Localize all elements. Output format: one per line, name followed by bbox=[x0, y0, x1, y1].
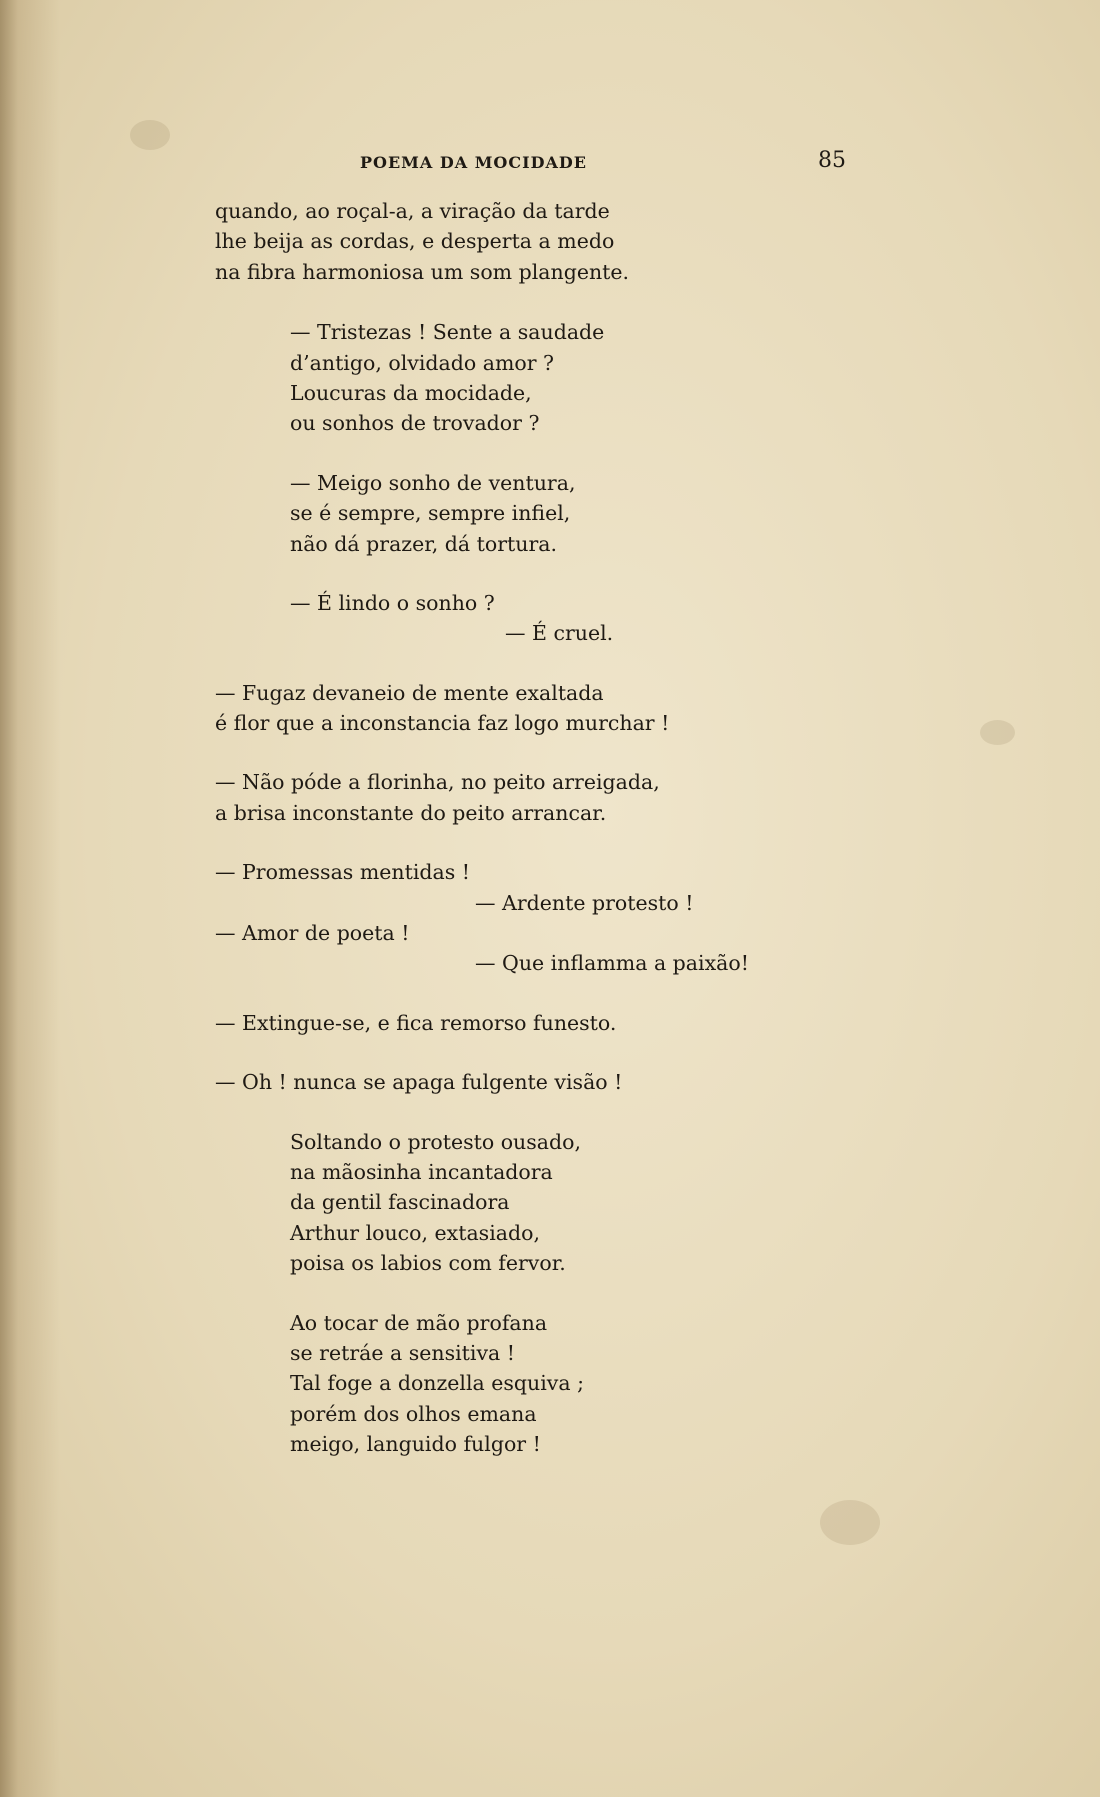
running-title: POEMA DA MOCIDADE bbox=[360, 153, 587, 172]
stanza-break bbox=[0, 439, 1100, 468]
verse-line: Soltando o protesto ousado, bbox=[290, 1129, 581, 1154]
verse-line: meigo, languido fulgor ! bbox=[290, 1432, 541, 1457]
verse-line: — Amor de poeta ! bbox=[215, 921, 410, 946]
verse-line: — Que inflamma a paixão! bbox=[475, 951, 749, 976]
stanza bbox=[0, 767, 1100, 828]
stanza-break bbox=[0, 738, 1100, 767]
verse-line: — Tristezas ! Sente a saudade bbox=[290, 320, 605, 345]
poem-text bbox=[0, 196, 1100, 1460]
verse-line: — Fugaz devaneio de mente exaltada bbox=[215, 680, 604, 705]
stanza bbox=[0, 1308, 1100, 1460]
stanza-break bbox=[0, 1279, 1100, 1308]
verse-line: — Ardente protesto ! bbox=[475, 890, 694, 915]
stanza bbox=[0, 1127, 1100, 1279]
stanza-break bbox=[0, 649, 1100, 678]
stanza-break bbox=[0, 287, 1100, 317]
verse-line: Tal foge a donzella esquiva ; bbox=[290, 1371, 585, 1396]
verse-line: na mãosinha incantadora bbox=[290, 1159, 553, 1184]
verse-line: porém dos olhos emana bbox=[290, 1401, 537, 1426]
stanza-break bbox=[0, 828, 1100, 857]
verse-line: Arthur louco, extasiado, bbox=[290, 1220, 540, 1245]
verse-line: — Oh ! nunca se apaga fulgente visão ! bbox=[215, 1070, 623, 1095]
stanza bbox=[0, 1067, 1100, 1097]
stanza bbox=[0, 678, 1100, 739]
stanza bbox=[0, 588, 1100, 649]
stanza bbox=[0, 1008, 1100, 1038]
stanza bbox=[0, 468, 1100, 559]
verse-line: d’antigo, olvidado amor ? bbox=[290, 350, 555, 375]
verse-line: Ao tocar de mão profana bbox=[290, 1310, 548, 1335]
stanza-break bbox=[0, 1038, 1100, 1067]
verse-line: — É lindo o sonho ? bbox=[290, 590, 495, 615]
verse-line: Loucuras da mocidade, bbox=[290, 380, 532, 405]
stanza bbox=[0, 857, 1100, 979]
stanza-break bbox=[0, 979, 1100, 1008]
verse-line: — Promessas mentidas ! bbox=[215, 860, 471, 885]
verse-line: poisa os labios com fervor. bbox=[290, 1251, 566, 1276]
stanza bbox=[0, 196, 1100, 287]
verse-line: — É cruel. bbox=[505, 621, 614, 646]
page-number: 85 bbox=[818, 148, 846, 173]
verse-line: se é sempre, sempre infiel, bbox=[290, 501, 571, 526]
verse-line: a brisa inconstante do peito arrancar. bbox=[215, 800, 607, 825]
verse-line: ou sonhos de trovador ? bbox=[290, 411, 540, 436]
verse-line: é flor que a inconstancia faz logo murchar ! bbox=[215, 711, 670, 736]
verse-line: quando, ao roçal-a, a viração da tarde bbox=[215, 199, 610, 223]
stanza bbox=[0, 317, 1100, 439]
verse-line: — Meigo sonho de ventura, bbox=[290, 470, 576, 495]
paper-stain bbox=[130, 120, 170, 150]
verse-line: na fibra harmoniosa um som plangente. bbox=[215, 259, 630, 284]
verse-line: não dá prazer, dá tortura. bbox=[290, 531, 558, 556]
verse-line: se retráe a sensitiva ! bbox=[290, 1340, 516, 1365]
stanza-break bbox=[0, 559, 1100, 588]
verse-line: — Não póde a florinha, no peito arreigada, bbox=[215, 770, 660, 795]
stanza-break bbox=[0, 1098, 1100, 1127]
verse-line: lhe beija as cordas, e desperta a medo bbox=[215, 229, 615, 254]
verse-line: da gentil fascinadora bbox=[290, 1190, 510, 1215]
verse-line: — Extingue-se, e fica remorso funesto. bbox=[215, 1010, 617, 1035]
paper-stain bbox=[820, 1500, 880, 1545]
